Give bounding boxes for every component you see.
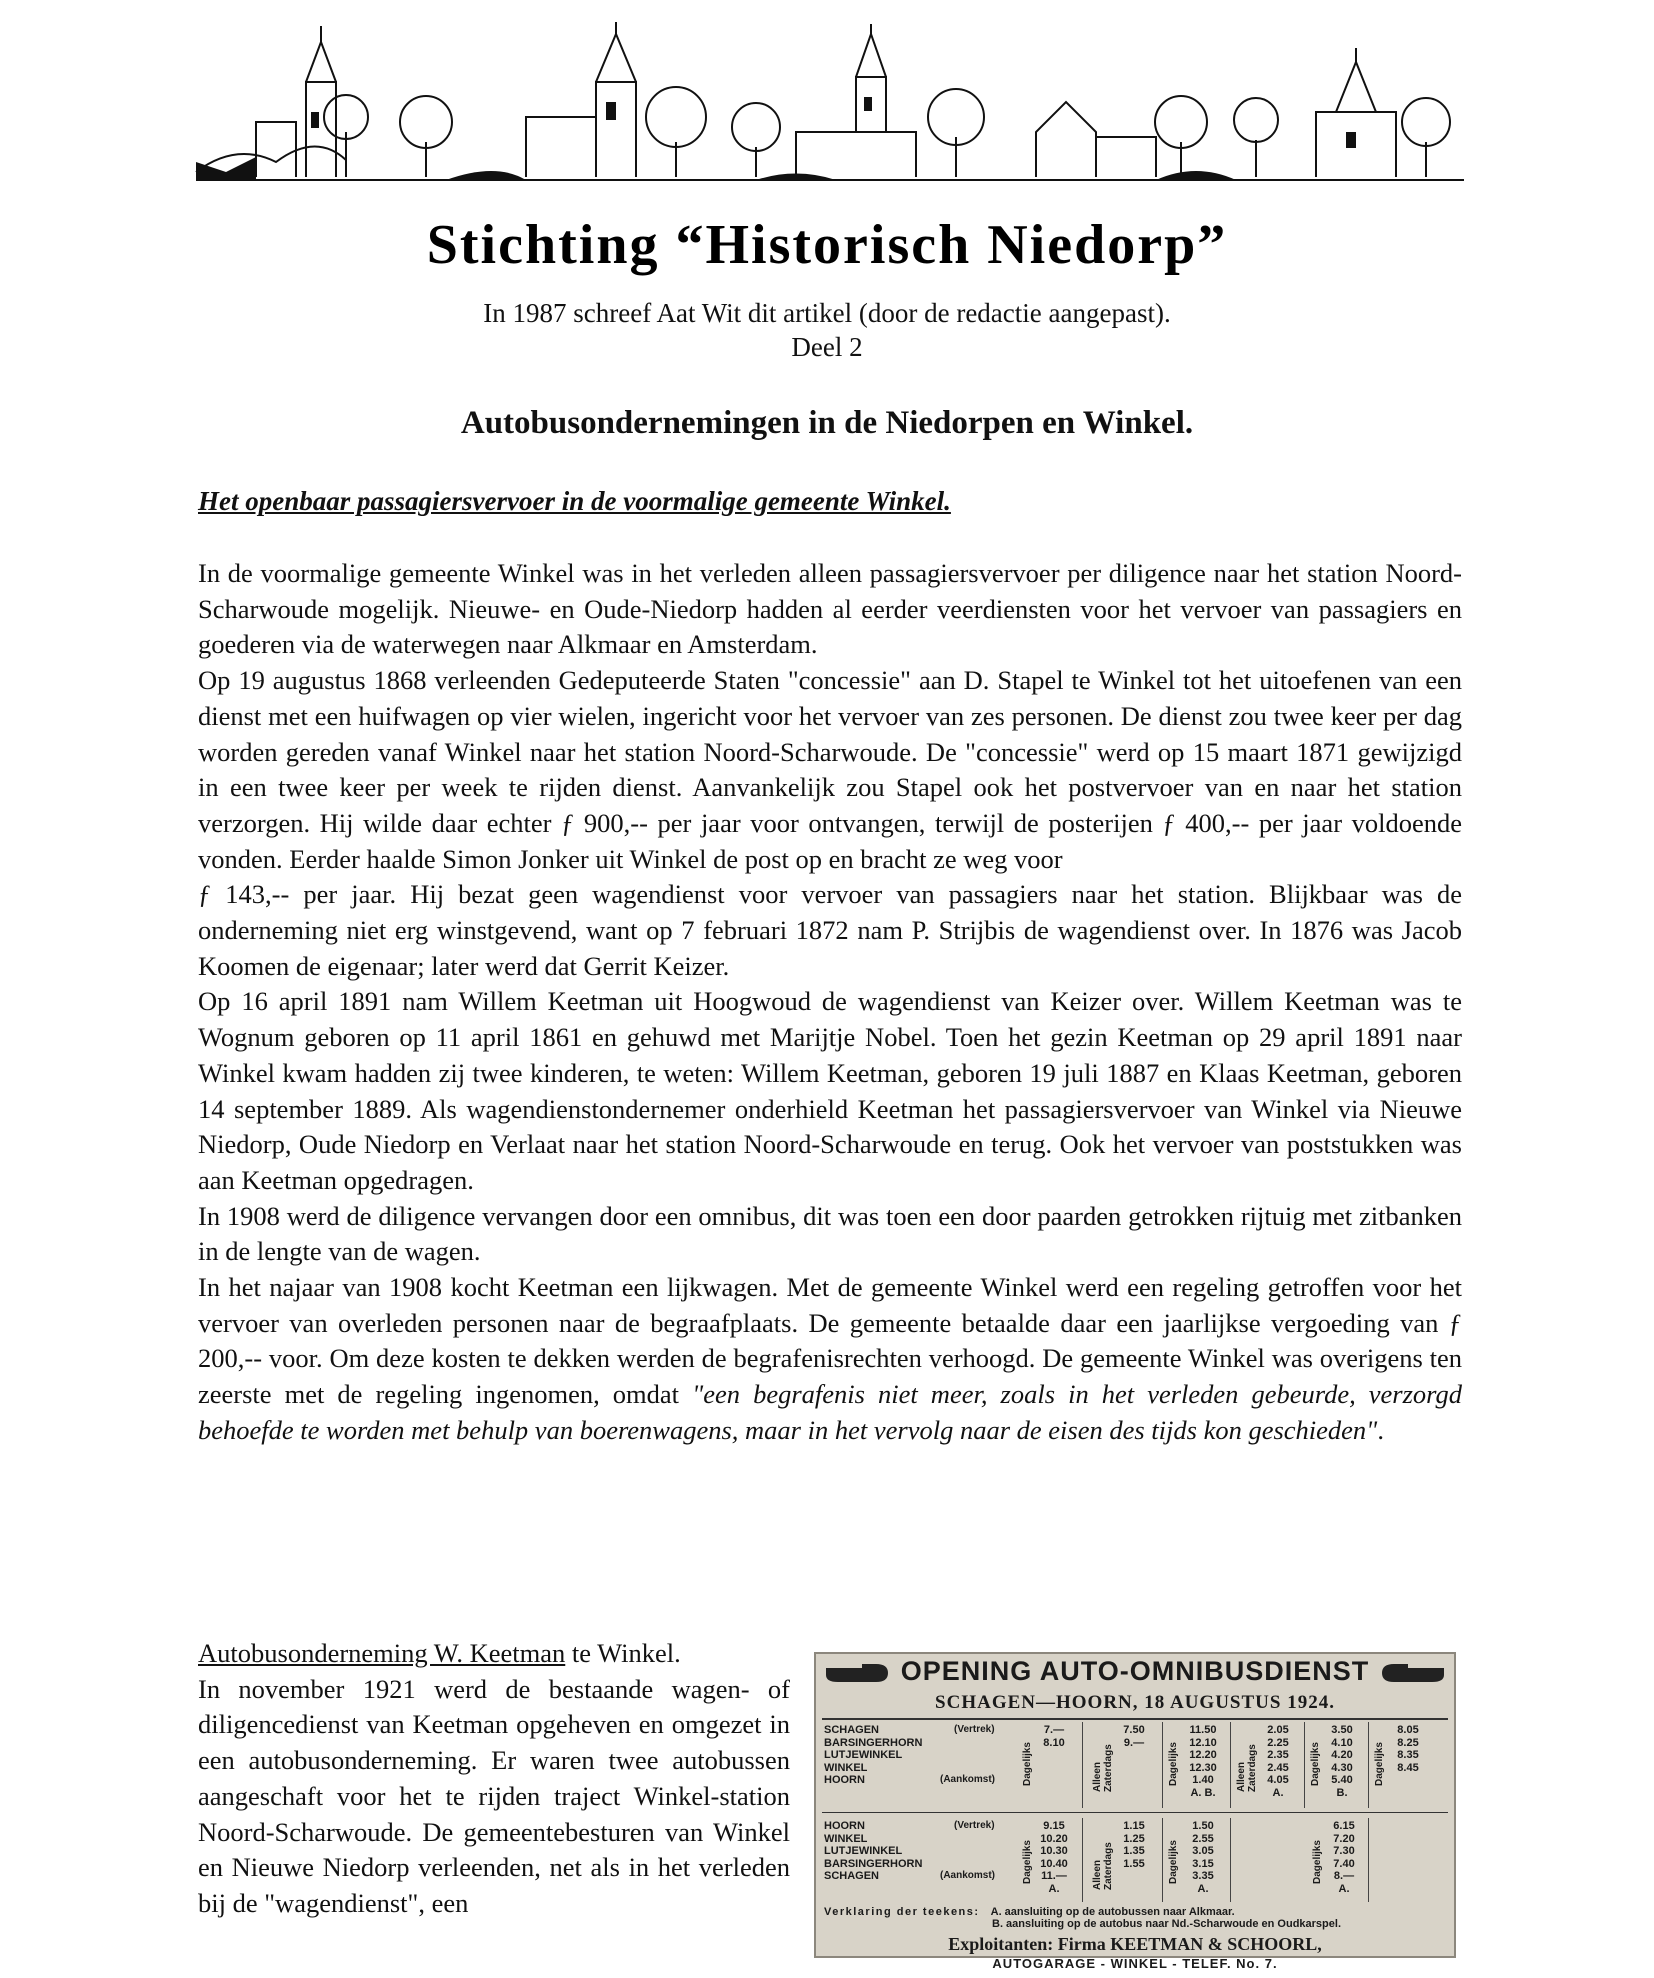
time-column [1114, 1820, 1154, 1870]
column-divider [1162, 1818, 1163, 1902]
ad-subheadline: SCHAGEN—HOORN, 18 AUGUSTUS 1924. [935, 1692, 1335, 1713]
time: 12.20 [1189, 1749, 1217, 1761]
time: 1.35 [1123, 1845, 1145, 1857]
station: HOORN [824, 1774, 865, 1786]
time: 1.15 [1123, 1820, 1145, 1832]
paragraph: In 1908 werd de diligence vervangen door een omnibus, dit was toen een door paarden getrokken rijtuig met zitbanken in de lengte van de wagen. [198, 1200, 1462, 1267]
time-column [1114, 1724, 1154, 1749]
station: LUTJEWINKEL [824, 1749, 903, 1761]
station: SCHAGEN [824, 1724, 880, 1736]
time: 2.45 [1267, 1761, 1289, 1774]
time: 3.15 [1192, 1857, 1214, 1870]
time: 3.50 [1331, 1724, 1353, 1736]
paragraph-with-quote [198, 1270, 1462, 1449]
quote-end: . [1377, 1414, 1384, 1445]
time: 1.50 [1192, 1820, 1214, 1832]
column-divider [1230, 1818, 1231, 1902]
time: 2.25 [1267, 1736, 1289, 1749]
time: 9.15 [1043, 1820, 1065, 1832]
return-stations [824, 1820, 922, 1883]
time: 5.40 [1331, 1774, 1353, 1786]
subsection-paragraph: In november 1921 werd de bestaande wagen- of diligencedienst van Keetman opgeheven en omgezet in een autobusonderneming. Er waren twee autobussen aangeschaft voor het te rijden traject Winkel-station Noord-Scharwoude. De gemeentebesturen van Winkel en Nieuwe Niedorp verleenden, net als in het verleden bij de "wagendienst", een [198, 1673, 790, 1918]
intro-block [0, 296, 1654, 364]
exploitant-line: Exploitanten: Firma KEETMAN & SCHOORL, [948, 1934, 1322, 1954]
column-divider [1082, 1722, 1083, 1808]
daily-label: Dagelijks [1312, 1840, 1323, 1884]
time-column [1388, 1724, 1428, 1774]
paragraph: In de voormalige gemeente Winkel was in het verleden alleen passagiersvervoer per diligence naar het station Noord-Scharwoude mogelijk. Nieuwe- en Oude-Niedorp hadden al eerder veerdiensten voor het vervoer van passagiers en goederen via de waterwegen naar Alkmaar en Amsterdam. [198, 558, 1462, 660]
intro-line: In 1987 schreef Aat Wit dit artikel (door de redactie aangepast). [483, 298, 1171, 328]
time: 12.30 [1189, 1761, 1217, 1774]
time-note: A. [1338, 1882, 1350, 1895]
daily-label: Dagelijks [1022, 1742, 1033, 1786]
time-note: A. B. [1190, 1786, 1216, 1799]
time: 8.10 [1043, 1736, 1065, 1749]
time-note: A. [1197, 1882, 1209, 1895]
column-divider [1082, 1818, 1083, 1902]
daily-label: Dagelijks [1310, 1742, 1321, 1786]
time-column [1034, 1820, 1074, 1895]
time: 7.— [1043, 1724, 1065, 1736]
time: 11.— [1041, 1870, 1067, 1882]
arrival-label: (Aankomst) [940, 1774, 996, 1785]
departure-label: (Vertrek) [954, 1724, 995, 1735]
subsection-heading-rest: te Winkel. [565, 1638, 681, 1668]
time: 10.20 [1040, 1832, 1068, 1845]
time: 4.05 [1267, 1774, 1289, 1786]
saturday-label: Alleen Zaterdags [1092, 1842, 1114, 1890]
time-note: A. [1048, 1882, 1060, 1895]
part-label: Deel 2 [791, 332, 863, 362]
time: 7.30 [1333, 1845, 1355, 1857]
time: 7.40 [1333, 1857, 1355, 1870]
subsection-heading-underlined: Autobusonderneming W. Keetman [198, 1638, 566, 1668]
time-column [1180, 1820, 1226, 1895]
newspaper-advertisement [814, 1652, 1456, 1971]
time: 4.20 [1331, 1749, 1353, 1761]
time-column [1258, 1724, 1298, 1799]
subsection-text [198, 1636, 790, 1922]
time: 8.25 [1397, 1736, 1419, 1749]
time: 3.05 [1192, 1845, 1214, 1857]
station: WINKEL [824, 1832, 868, 1845]
daily-label: Dagelijks [1168, 1742, 1179, 1786]
arrival-label: (Aankomst) [940, 1870, 996, 1881]
daily-label: Dagelijks [1022, 1840, 1033, 1884]
time-note: B. [1336, 1786, 1348, 1799]
article-title: Autobusondernemingen in de Niedorpen en Winkel. [460, 405, 1194, 441]
time: 4.10 [1331, 1736, 1353, 1749]
time: 8.35 [1397, 1749, 1419, 1761]
time: 9.— [1123, 1736, 1145, 1749]
time: 7.20 [1333, 1832, 1355, 1845]
paragraph: Op 19 augustus 1868 verleenden Gedeputeerde Staten "concessie" aan D. Stapel te Winkel tot het uitoefenen van een dienst met een huifwagen op vier wielen, ingericht voor het vervoer van zes personen. De dienst zou twee keer per dag worden gereden vanaf Winkel naar het station Noord-Scharwoude. De "concessie" werd op 15 maart 1871 gewijzigd in een twee keer per week te rijden dienst. Aanvankelijk zou Stapel ook het postvervoer van en naar het station verzorgen. Hij wilde daar echter ƒ 900,-- per jaar voor ontvangen, terwijl de posterijen ƒ 400,-- per jaar voldoende vonden. Eerder haalde Simon Jonker uit Winkel de post op en bracht ze weg voor [198, 665, 1462, 874]
legend [824, 1906, 1341, 1930]
divider [822, 1812, 1448, 1813]
article-body [198, 556, 1462, 1449]
garage-line: AUTOGARAGE - WINKEL - TELEF. No. 7. [992, 1956, 1278, 1971]
time: 11.50 [1189, 1724, 1217, 1736]
paragraph: Op 16 april 1891 nam Willem Keetman uit Hoogwoud de wagendienst van Keizer over. Willem Keetman was te Wognum geboren op 11 april 1861 en gehuwd met Marijtje Nobel. Toen het gezin Keetman op 29 april 1891 naar Winkel kwam hadden zij twee kinderen, te weten: Willem Keetman, geboren 19 juli 1887 en Klaas Keetman, geboren 14 september 1889. Als wagendienstondernemer onderhield Keetman het passagiersvervoer van Winkel via Nieuwe Niedorp, Oude Niedorp en Verlaat naar het station Noord-Scharwoude en terug. Ook het vervoer van poststukken was aan Keetman opgedragen. [198, 986, 1462, 1195]
time: 3.35 [1192, 1870, 1214, 1882]
time: 10.40 [1040, 1857, 1068, 1870]
daily-label: Dagelijks [1168, 1840, 1179, 1884]
divider [822, 1718, 1448, 1720]
column-divider [1368, 1722, 1369, 1808]
organization-title: Stichting “Historisch Niedorp” [426, 214, 1228, 276]
column-divider [1230, 1722, 1231, 1808]
time: 2.55 [1192, 1832, 1214, 1845]
column-divider [1368, 1818, 1369, 1902]
station: SCHAGEN [824, 1870, 880, 1882]
paragraph: ƒ 143,-- per jaar. Hij bezat geen wagendienst voor vervoer van passagiers naar het station. Blijkbaar was de onderneming niet erg winstgevend, want op 7 februari 1872 nam P. Strijbis de wagendienst over. In 1876 was Jacob Koomen de eigenaar; later werd dat Gerrit Keizer. [198, 879, 1462, 981]
ad-headline: OPENING AUTO-OMNIBUSDIENST [900, 1656, 1370, 1686]
column-divider [1162, 1722, 1163, 1808]
section-heading: Het openbaar passagiersvervoer in de voormalige gemeente Winkel. [198, 486, 951, 516]
time: 8.45 [1397, 1761, 1419, 1774]
station: BARSINGERHORN [824, 1736, 923, 1749]
paragraph-text: In het najaar van 1908 kocht Keetman een lijkwagen. Met de gemeente Winkel werd een regeling getroffen voor het vervoer van overleden personen naar de begraafplaats. De gemeente betaalde daar een jaarlijkse vergoeding van ƒ 200,-- voor. Om deze kosten te dekken werden de begrafenisrechten verhoogd. De gemeente Winkel was overigens ten zeerste met de regeling ingenomen, omdat [198, 1272, 1462, 1410]
departure-label: (Vertrek) [954, 1820, 995, 1831]
legend-a: A. aansluiting op de autobussen naar Alkmaar. [990, 1906, 1235, 1918]
legend-title: Verklaring der teekens: [824, 1906, 980, 1918]
saturday-label: Alleen Zaterdags [1092, 1744, 1114, 1792]
time: 1.55 [1123, 1857, 1145, 1870]
subsection-heading [198, 1636, 790, 1672]
daily-label: Dagelijks [1374, 1742, 1385, 1786]
time-column [1180, 1724, 1226, 1799]
saturday-label: Alleen Zaterdags [1236, 1744, 1258, 1792]
time-column [1034, 1724, 1074, 1749]
time: 6.15 [1333, 1820, 1355, 1832]
time-note: A. [1272, 1786, 1284, 1799]
time: 2.05 [1267, 1724, 1289, 1736]
station: HOORN [824, 1820, 865, 1832]
time-column [1324, 1820, 1364, 1895]
time: 1.25 [1123, 1832, 1145, 1845]
time: 7.50 [1123, 1724, 1145, 1736]
station: WINKEL [824, 1761, 868, 1774]
station: LUTJEWINKEL [824, 1845, 903, 1857]
time-column [1322, 1724, 1362, 1799]
time: 10.30 [1040, 1845, 1068, 1857]
time: 4.30 [1331, 1761, 1353, 1774]
legend-b: B. aansluiting op de autobus naar Nd.-Scharwoude en Oudkarspel. [992, 1918, 1341, 1930]
village-skyline-illustration [196, 22, 1464, 182]
column-divider [1304, 1722, 1305, 1808]
time: 1.40 [1192, 1774, 1214, 1786]
quote-text: "een begrafenis niet meer, zoals in het verleden gebeurde, verzorgd behoefde te worden met behulp van boerenwagens, maar in het vervolg naar de eisen des tijds kon geschieden" [198, 1379, 1463, 1445]
time: 12.10 [1189, 1736, 1217, 1749]
station: BARSINGERHORN [824, 1857, 923, 1870]
time: 8.05 [1397, 1724, 1419, 1736]
time: 8.— [1333, 1870, 1355, 1882]
time: 2.35 [1267, 1749, 1289, 1761]
outbound-stations [824, 1724, 922, 1787]
